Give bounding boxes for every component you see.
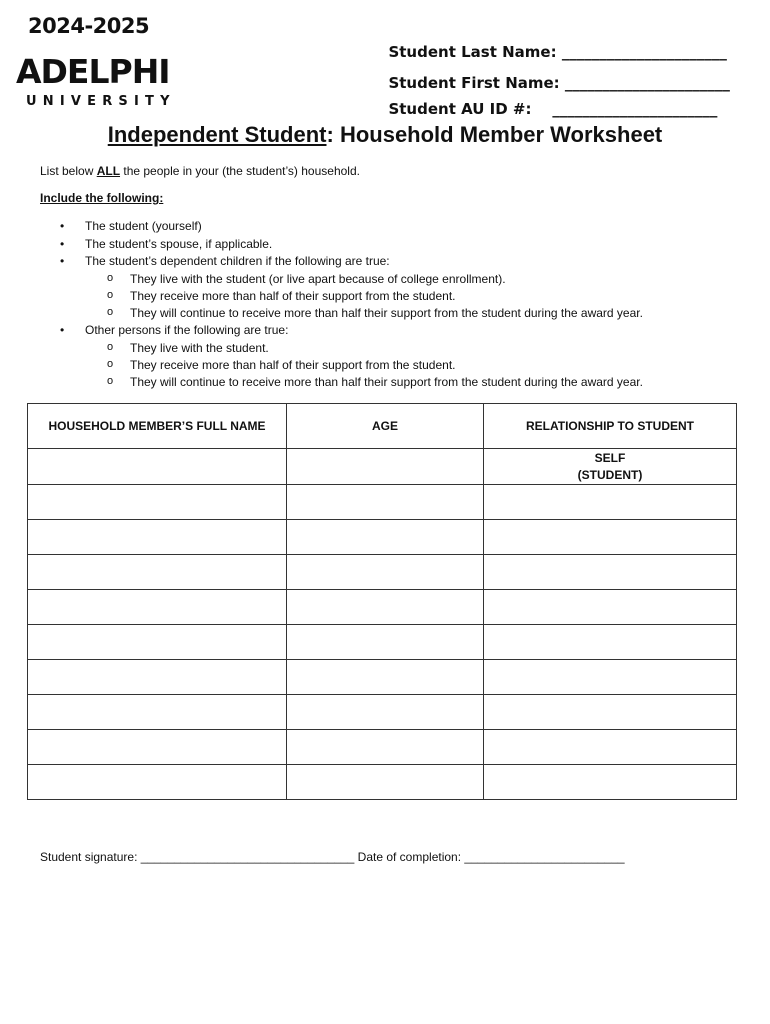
date-blank[interactable]: ________________________	[464, 850, 625, 864]
list-item	[56, 236, 746, 254]
intro-text	[40, 164, 360, 178]
au-id-label: Student AU ID #:	[388, 100, 532, 118]
list-item	[56, 218, 746, 236]
self-student-label: (STUDENT)	[577, 468, 643, 482]
list-item-text: The student’s dependent children if the following are true:	[85, 254, 390, 268]
household-table	[27, 403, 737, 800]
relationship-cell[interactable]	[484, 730, 737, 765]
sub-list-item: o They receive more than half of their support from the student.	[85, 357, 746, 374]
table-row	[28, 730, 737, 765]
name-cell[interactable]	[28, 625, 287, 660]
list-item	[56, 322, 746, 391]
include-heading: Include the following:	[40, 191, 164, 205]
header-relationship: RELATIONSHIP TO STUDENT	[484, 404, 737, 449]
name-cell[interactable]	[28, 555, 287, 590]
signature-blank[interactable]: ________________________________	[140, 850, 355, 864]
table-row	[28, 555, 737, 590]
title-rest: : Household Member Worksheet	[326, 122, 663, 147]
sub-list	[85, 340, 746, 392]
table-row	[28, 449, 737, 485]
header-age: AGE	[287, 404, 484, 449]
intro-emphasis: ALL	[96, 164, 121, 178]
relationship-cell	[484, 449, 737, 485]
age-cell[interactable]	[287, 625, 484, 660]
name-cell[interactable]	[28, 485, 287, 520]
age-cell[interactable]	[287, 520, 484, 555]
name-cell[interactable]	[28, 660, 287, 695]
table-row	[28, 590, 737, 625]
list-item-text: Other persons if the following are true:	[85, 323, 289, 338]
sub-list-item: o They receive more than half of their support from the student.	[85, 288, 746, 305]
header-full-name: HOUSEHOLD MEMBER’S FULL NAME	[28, 404, 287, 449]
table-row	[28, 660, 737, 695]
sub-list-item: o They will continue to receive more than half their support from the student during the award year.	[85, 305, 746, 322]
table-row	[28, 520, 737, 555]
relationship-cell[interactable]	[484, 485, 737, 520]
relationship-cell[interactable]	[484, 520, 737, 555]
table-row	[28, 765, 737, 800]
university-logo: ADELPHI	[16, 52, 170, 91]
relationship-cell[interactable]	[484, 590, 737, 625]
age-cell[interactable]	[287, 730, 484, 765]
include-list	[56, 218, 746, 392]
list-item-text: The student’s spouse, if applicable.	[85, 236, 273, 251]
relationship-cell[interactable]	[484, 555, 737, 590]
name-cell[interactable]	[28, 590, 287, 625]
relationship-cell[interactable]	[484, 695, 737, 730]
table-row	[28, 625, 737, 660]
au-id-field[interactable]	[378, 82, 717, 118]
age-cell[interactable]	[287, 485, 484, 520]
table-row	[28, 695, 737, 730]
age-cell[interactable]	[287, 590, 484, 625]
sub-list	[85, 271, 746, 323]
sub-list-item: o They live with the student.	[85, 340, 746, 357]
name-cell[interactable]	[28, 765, 287, 800]
relationship-cell[interactable]	[484, 660, 737, 695]
name-cell[interactable]	[28, 449, 287, 485]
first-name-blank[interactable]: ______________________	[564, 74, 730, 92]
self-label: SELF	[594, 451, 626, 465]
age-cell[interactable]	[287, 695, 484, 730]
intro-before: List below	[40, 164, 97, 178]
title-underlined: Independent Student	[107, 122, 327, 147]
page-title	[0, 122, 770, 148]
list-item	[56, 253, 746, 322]
name-cell[interactable]	[28, 730, 287, 765]
sub-list-item: o They live with the student (or live apart because of college enrollment).	[85, 271, 746, 288]
first-name-label: Student First Name:	[388, 74, 560, 92]
age-cell[interactable]	[287, 660, 484, 695]
relationship-cell[interactable]	[484, 765, 737, 800]
last-name-label: Student Last Name:	[388, 43, 557, 61]
name-cell[interactable]	[28, 520, 287, 555]
name-cell[interactable]	[28, 695, 287, 730]
university-logo-subtitle: UNIVERSITY	[26, 94, 176, 109]
date-label: Date of completion:	[357, 850, 462, 864]
au-id-blank[interactable]: ______________________	[552, 100, 718, 118]
intro-after: the people in your (the student’s) household.	[120, 164, 360, 178]
school-year: 2024-2025	[28, 14, 150, 38]
table-row	[28, 485, 737, 520]
sub-list-item: o They will continue to receive more than half their support from the student during the award year.	[85, 374, 746, 391]
age-cell[interactable]	[287, 449, 484, 485]
list-item-text: The student (yourself)	[85, 219, 202, 233]
last-name-blank[interactable]: ______________________	[561, 43, 727, 61]
age-cell[interactable]	[287, 765, 484, 800]
signature-line	[40, 850, 625, 864]
signature-label: Student signature:	[40, 850, 138, 864]
age-cell[interactable]	[287, 555, 484, 590]
relationship-cell[interactable]	[484, 625, 737, 660]
table-header-row	[28, 404, 737, 449]
